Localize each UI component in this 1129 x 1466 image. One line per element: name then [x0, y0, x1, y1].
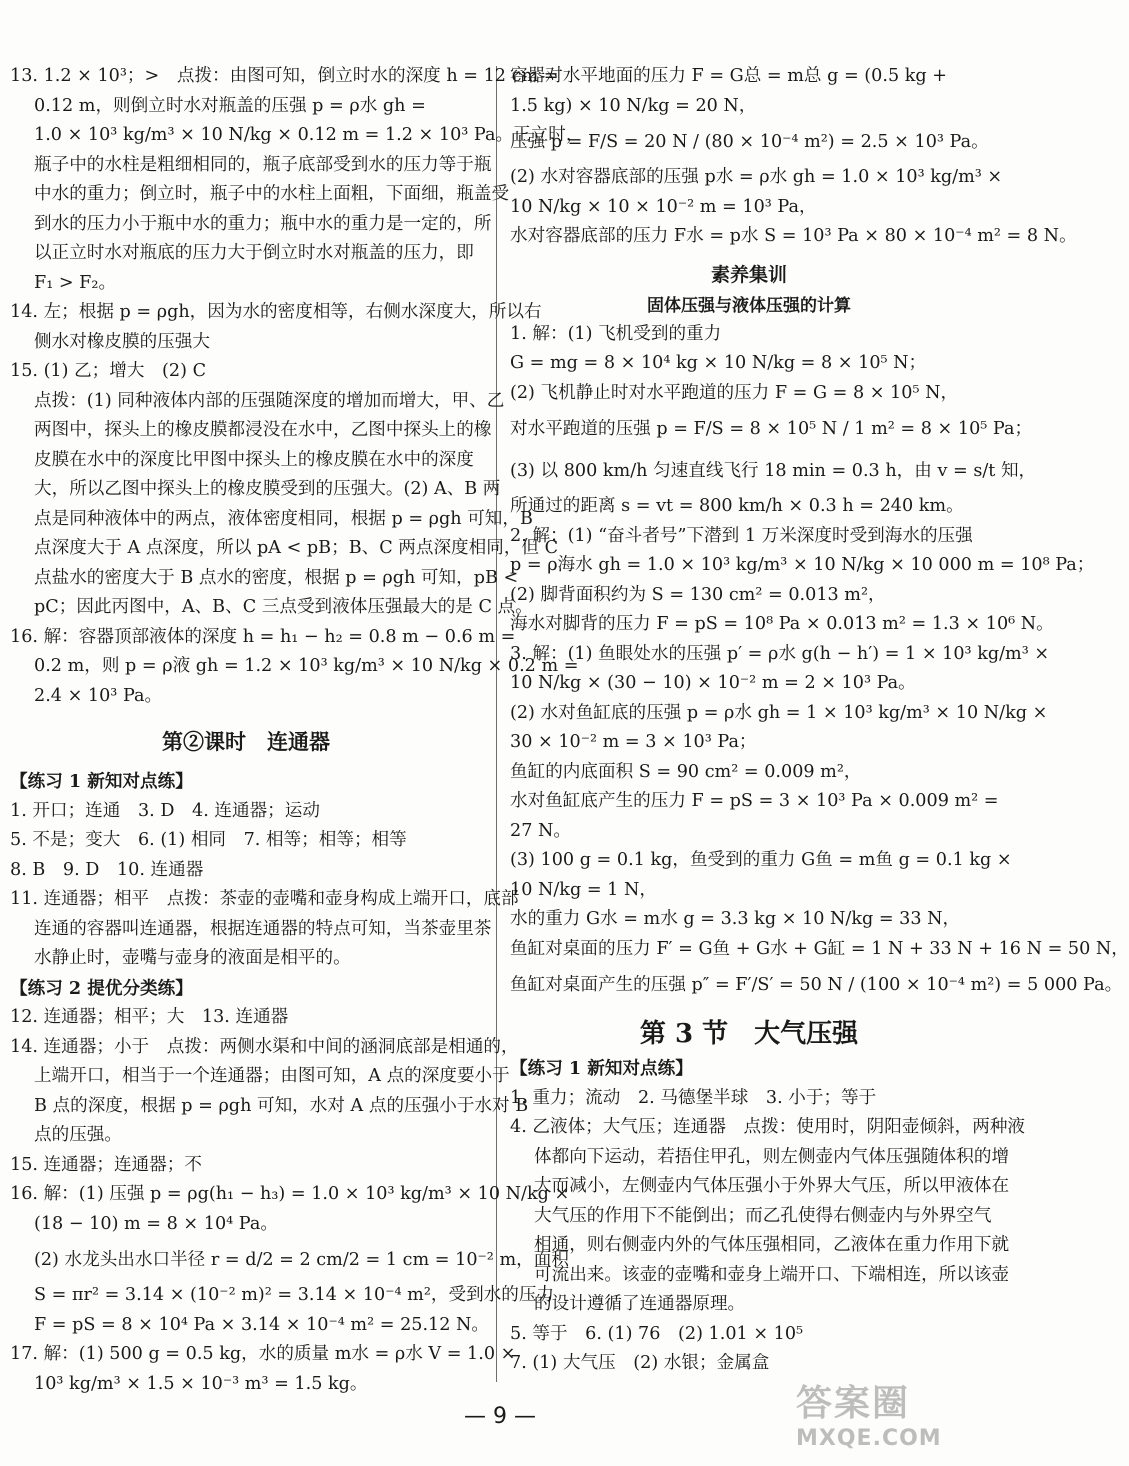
answer-line: (2) 水对容器底部的压强 p水 = ρ水 gh = 1.0 × 10³ kg/m³ ×: [510, 167, 1003, 187]
answer-line: 两图中，探头上的橡皮膜都浸没在水中，乙图中探头上的橡: [34, 420, 492, 440]
answer-line: p = ρ海水 gh = 1.0 × 10³ kg/m³ × 10 N/kg × 10 000 m = 10⁸ Pa；: [510, 555, 1095, 575]
answer-line: 鱼缸的内底面积 S = 90 cm² = 0.009 m²，: [510, 761, 862, 782]
lesson-title: 第②课时 连通器: [162, 729, 330, 754]
answer-line: 鱼缸对桌面的压力 F′ = G鱼 + G水 + G缸 = 1 N + 33 N + 16 N = 50 N，: [510, 938, 1129, 959]
answer-line: 1.0 × 10³ kg/m³ × 10 N/kg × 0.12 m = 1.2 × 10³ Pa。正立时，: [34, 125, 584, 145]
answer-line: 2.4 × 10³ Pa。: [34, 685, 163, 706]
answer-line: (3) 100 g = 0.1 kg，鱼受到的重力 G鱼 = m鱼 g = 0.1 kg ×: [510, 850, 1012, 870]
answer-line: 点的压强。: [34, 1125, 122, 1145]
answer-line: 0.2 m，则 p = ρ液 gh = 1.2 × 10³ kg/m³ × 10 N/kg × 0.2 m =: [34, 656, 579, 676]
formula-line: 对水平跑道的压强 p = F/S = 8 × 10⁵ N / 1 m² = 8 × 10⁵ Pa；: [510, 419, 1033, 439]
answer-line: F₁ > F₂。: [34, 272, 117, 293]
answer-line: 中水的重力；倒立时，瓶子中的水柱上面粗，下面细，瓶盖受: [34, 184, 510, 204]
answer-line: 水对容器底部的压力 F水 = p水 S = 10³ Pa × 80 × 10⁻⁴ m² = 8 N。: [510, 226, 1077, 246]
answer-line: 皮膜在水中的深度比甲图中探头上的橡皮膜在水中的深度: [34, 449, 474, 470]
answer-line: S = πr² = 3.14 × (10⁻² m)² = 3.14 × 10⁻⁴ m²，受到水的压力: [34, 1285, 555, 1305]
answer-line: 点盐水的密度大于 B 点水的密度，根据 p = ρgh 可知，pB <: [34, 567, 519, 588]
answer-line: B 点的深度，根据 p = ρgh 可知，水对 A 点的压强小于水对 B: [34, 1095, 529, 1116]
right-column: [510, 62, 1129, 1379]
formula-line: 压强 p = F/S = 20 N / (80 × 10⁻⁴ m²) = 2.5 × 10³ Pa。: [510, 132, 989, 152]
answer-line: 的设计遵循了连通器原理。: [534, 1294, 746, 1314]
answer-line: 1. 重力；流动 2. 马德堡半球 3. 小于；等于: [510, 1087, 877, 1108]
answer-line: 所通过的距离 s = vt = 800 km/h × 0.3 h = 240 km。: [510, 496, 964, 516]
answer-line: 体都向下运动，若捂住甲孔，则左侧壶内气体压强随体积的增: [534, 1146, 1010, 1167]
answer-line: 可流出来。该壶的壶嘴和壶身上端开口、下端相连，所以该壶: [534, 1264, 1010, 1285]
answer-line: 30 × 10⁻² m = 3 × 10³ Pa；: [510, 732, 757, 752]
answer-line: 13. 1.2 × 10³；> 点拨：由图可知，倒立时水的深度 h = 12 cm =: [10, 66, 559, 86]
training-subtitle: 固体压强与液体压强的计算: [647, 295, 851, 316]
formula-line: 鱼缸对桌面产生的压强 p″ = F′/S′ = 50 N / (100 × 10⁻⁴ m²) = 5 000 Pa。: [510, 975, 1123, 995]
answer-line: (2) 脚背面积约为 S = 130 cm² = 0.013 m²，: [510, 584, 886, 605]
answer-line: pC；因此丙图中，A、B、C 三点受到液体压强最大的是 C 点。: [34, 597, 533, 617]
formula-line: (3) 以 800 km/h 匀速直线飞行 18 min = 0.3 h，由 v = s/t 知，: [510, 461, 1037, 481]
answer-line: 11. 连通器；相平 点拨：茶壶的壶嘴和壶身构成上端开口，底部: [10, 889, 519, 909]
answer-line: 容器对水平地面的压力 F = G总 = m总 g = (0.5 kg +: [510, 66, 947, 86]
answer-line: 连通的容器叫连通器，根据连通器的特点可知，当茶壶里茶: [34, 918, 492, 939]
answer-line: 1. 解：(1) 飞机受到的重力: [510, 323, 722, 344]
answer-line: 5. 不是；变大 6. (1) 相同 7. 相等；相等；相等: [10, 830, 407, 850]
practice-heading: 【练习 2 提优分类练】: [10, 977, 193, 999]
answer-line: 2. 解：(1) “奋斗者号”下潜到 1 万米深度时受到海水的压强: [510, 525, 973, 546]
answer-line: 水的重力 G水 = m水 g = 3.3 kg × 10 N/kg = 33 N，: [510, 909, 961, 929]
answer-line: 1. 开口；连通 3. D 4. 连通器；运动: [10, 800, 320, 821]
answer-line: G = mg = 8 × 10⁴ kg × 10 N/kg = 8 × 10⁵ N；: [510, 353, 927, 373]
watermark-text: 答案圈: [796, 1383, 911, 1424]
answer-line: 5. 等于 6. (1) 76 (2) 1.01 × 10⁵: [510, 1323, 804, 1344]
formula-line: (2) 水龙头出水口半径 r = d/2 = 2 cm/2 = 1 cm = 10⁻² m，面积: [34, 1250, 569, 1270]
answer-line: 12. 连通器；相平；大 13. 连通器: [10, 1007, 289, 1027]
answer-line: F = pS = 8 × 10⁴ Pa × 3.14 × 10⁻⁴ m² = 25.12 N。: [34, 1314, 490, 1335]
answer-line: 大气压的作用下不能倒出；而乙孔使得右侧壶内与外界空气: [534, 1205, 992, 1226]
answer-line: 水对鱼缸底产生的压力 F = pS = 3 × 10³ Pa × 0.009 m² =: [510, 791, 999, 811]
answer-line: 8. B 9. D 10. 连通器: [10, 859, 204, 880]
answer-line: 0.12 m，则倒立时水对瓶盖的压强 p = ρ水 gh =: [34, 95, 426, 116]
answer-line: 17. 解：(1) 500 g = 0.5 kg，水的质量 m水 = ρ水 V = 1.0 ×: [10, 1344, 516, 1364]
answer-line: 15. 连通器；连通器；不: [10, 1154, 202, 1175]
training-title: 素养集训: [710, 263, 787, 286]
answer-line: 10 N/kg × (30 − 10) × 10⁻² m = 2 × 10³ Pa。: [510, 673, 916, 693]
answer-line: 点拨：(1) 同种液体内部的压强随深度的增加而增大，甲、乙: [34, 390, 505, 411]
answer-line: 14. 连通器；小于 点拨：两侧水渠和中间的涵洞底部是相通的，: [10, 1036, 519, 1057]
answer-line: 10 N/kg = 1 N，: [510, 879, 657, 900]
answer-line: 15. (1) 乙；增大 (2) C: [10, 361, 207, 381]
answer-line: (2) 水对鱼缸底的压强 p = ρ水 gh = 1 × 10³ kg/m³ × 10 N/kg ×: [510, 702, 1048, 723]
answer-line: 10³ kg/m³ × 1.5 × 10⁻³ m³ = 1.5 kg。: [34, 1373, 368, 1394]
answer-line: 点深度大于 A 点深度，所以 pA < pB；B、C 两点深度相同，但 C: [34, 538, 559, 558]
answer-line: 海水对脚背的压力 F = pS = 10⁸ Pa × 0.013 m² = 1.3 × 10⁶ N。: [510, 614, 1054, 634]
watermark-logo: [796, 1382, 986, 1462]
answer-line: 4. 乙液体；大气压；连通器 点拨：使用时，阴阳壶倾斜，两种液: [510, 1117, 1026, 1137]
answer-line: 大而减小，左侧壶内气体压强小于外界大气压，所以甲液体在: [534, 1176, 1010, 1196]
answer-line: 3. 解：(1) 鱼眼处水的压强 p′ = ρ水 g(h − h′) = 1 × 10³ kg/m³ ×: [510, 643, 1050, 664]
page-number: — 9 —: [464, 1404, 536, 1429]
answer-line: (18 − 10) m = 8 × 10⁴ Pa。: [34, 1213, 278, 1234]
practice-heading: 【练习 1 新知对点练】: [10, 771, 193, 792]
practice-heading: 【练习 1 新知对点练】: [510, 1058, 693, 1079]
answer-line: 相通，则右侧壶内外的气体压强相同，乙液体在重力作用下就: [534, 1235, 1010, 1255]
answer-line: 14. 左；根据 p = ρgh，因为水的密度相等，右侧水深度大，所以右: [10, 302, 542, 322]
answer-line: 水静止时，壶嘴与壶身的液面是相平的。: [34, 948, 351, 968]
answer-line: 上端开口，相当于一个连通器；由图可知，A 点的深度要小于: [34, 1066, 510, 1086]
answer-line: 10 N/kg × 10 × 10⁻² m = 10³ Pa，: [510, 196, 817, 217]
answer-line: 7. (1) 大气压 (2) 水银；金属盒: [510, 1353, 770, 1373]
answer-line: 大，所以乙图中探头上的橡皮膜受到的压强大。(2) A、B 两: [34, 479, 501, 499]
answer-line: 点是同种液体中的两点，液体密度相同，根据 p = ρgh 可知，B: [34, 508, 533, 529]
answer-line: 侧水对橡皮膜的压强大: [34, 331, 210, 352]
answer-line: 16. 解：(1) 压强 p = ρg(h₁ − h₃) = 1.0 × 10³ kg/m³ × 10 N/kg ×: [10, 1184, 570, 1204]
answer-line: 到水的压力小于瓶中水的重力；瓶中水的重力是一定的，所: [34, 213, 492, 234]
answer-line: 以正立时水对瓶底的压力大于倒立时水对瓶盖的压力，即: [34, 243, 474, 263]
answer-line: (2) 飞机静止时对水平跑道的压力 F = G = 8 × 10⁵ N，: [510, 382, 959, 403]
section-title: 第 3 节 大气压强: [639, 1019, 859, 1049]
answer-line: 瓶子中的水柱是粗细相同的，瓶子底部受到水的压力等于瓶: [34, 154, 492, 175]
answer-line: 16. 解：容器顶部液体的深度 h = h₁ − h₂ = 0.8 m − 0.6 m =: [10, 626, 516, 647]
answer-line: 27 N。: [510, 820, 571, 841]
watermark-url: MXQE.COM: [796, 1426, 942, 1451]
answer-line: 1.5 kg) × 10 N/kg = 20 N，: [510, 95, 757, 116]
